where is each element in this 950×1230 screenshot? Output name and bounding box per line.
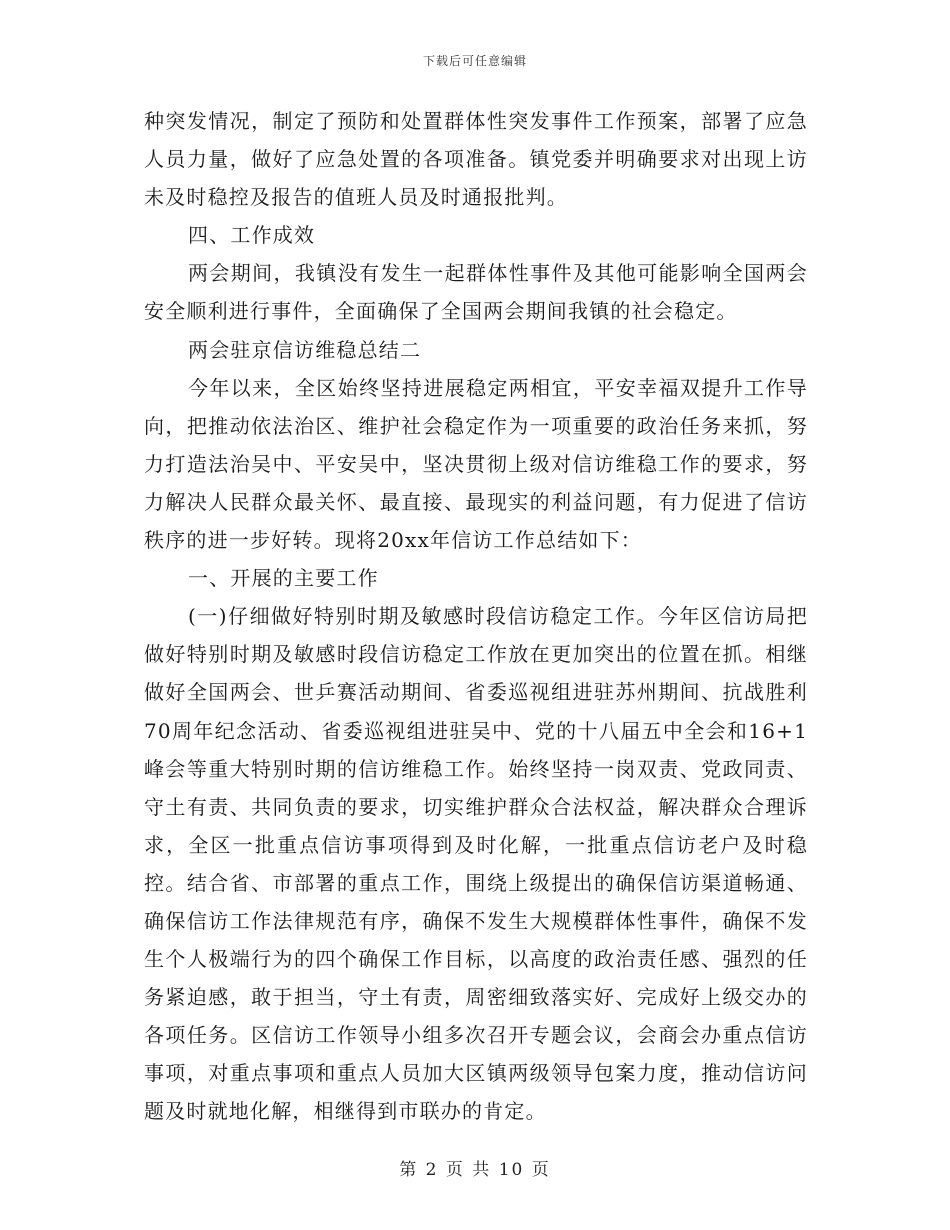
- paragraph-3: 今年以来，全区始终坚持进展稳定两相宜，平安幸福双提升工作导向，把推动依法治区、维护社会稳定作为一项重要的政治任务来抓，努力打造法治吴中、平安吴中，坚决贯彻上级对信访维稳工作的要求，努力解决人民群众最关怀、最直接、最现实的利益问题，有力促进了信访秩序的进一步好转。现将20xx年信访工作总结如下：: [144, 375, 808, 553]
- page-header: 下载后可任意编辑: [422, 54, 527, 68]
- document-subtitle: 两会驻京信访维稳总结二: [188, 337, 422, 362]
- paragraph-2: 两会期间，我镇没有发生一起群体性事件及其他可能影响全国两会安全顺利进行事件，全面确保了全国两会期间我镇的社会稳定。: [144, 261, 808, 324]
- paragraph-1: 种突发情况，制定了预防和处置群体性突发事件工作预案，部署了应急人员力量，做好了应急处置的各项准备。镇党委并明确要求对出现上访未及时稳控及报告的值班人员及时通报批判。: [144, 109, 808, 210]
- section-heading-work-results: 四、工作成效: [188, 223, 316, 248]
- page-footer: 第 2 页 共 10 页: [399, 1160, 551, 1180]
- section-heading-main-work: 一、开展的主要工作: [188, 566, 379, 591]
- document-body: [144, 102, 808, 1131]
- paragraph-4: (一)仔细做好特别时期及敏感时段信访稳定工作。今年区信访局把做好特别时期及敏感时段信访稳定工作放在更加突出的位置在抓。相继做好全国两会、世乒赛活动期间、省委巡视组进驻苏州期间、抗战胜利70周年纪念活动、省委巡视组进驻吴中、党的十八届五中全会和16+1峰会等重大特别时期的信访维稳工作。始终坚持一岗双责、党政同责、守土有责、共同负责的要求，切实维护群众合法权益，解决群众合理诉求，全区一批重点信访事项得到及时化解，一批重点信访老户及时稳控。结合省、市部署的重点工作，围绕上级提出的确保信访渠道畅通、确保信访工作法律规范有序，确保不发生大规模群体性事件，确保不发生个人极端行为的四个确保工作目标，以高度的政治责任感、强烈的任务紧迫感，敢于担当，守土有责，周密细致落实好、完成好上级交办的各项任务。区信访工作领导小组多次召开专题会议，会商会办重点信访事项，对重点事项和重点人员加大区镇两级领导包案力度，推动信访问题及时就地化解，相继得到市联办的肯定。: [144, 604, 808, 1124]
